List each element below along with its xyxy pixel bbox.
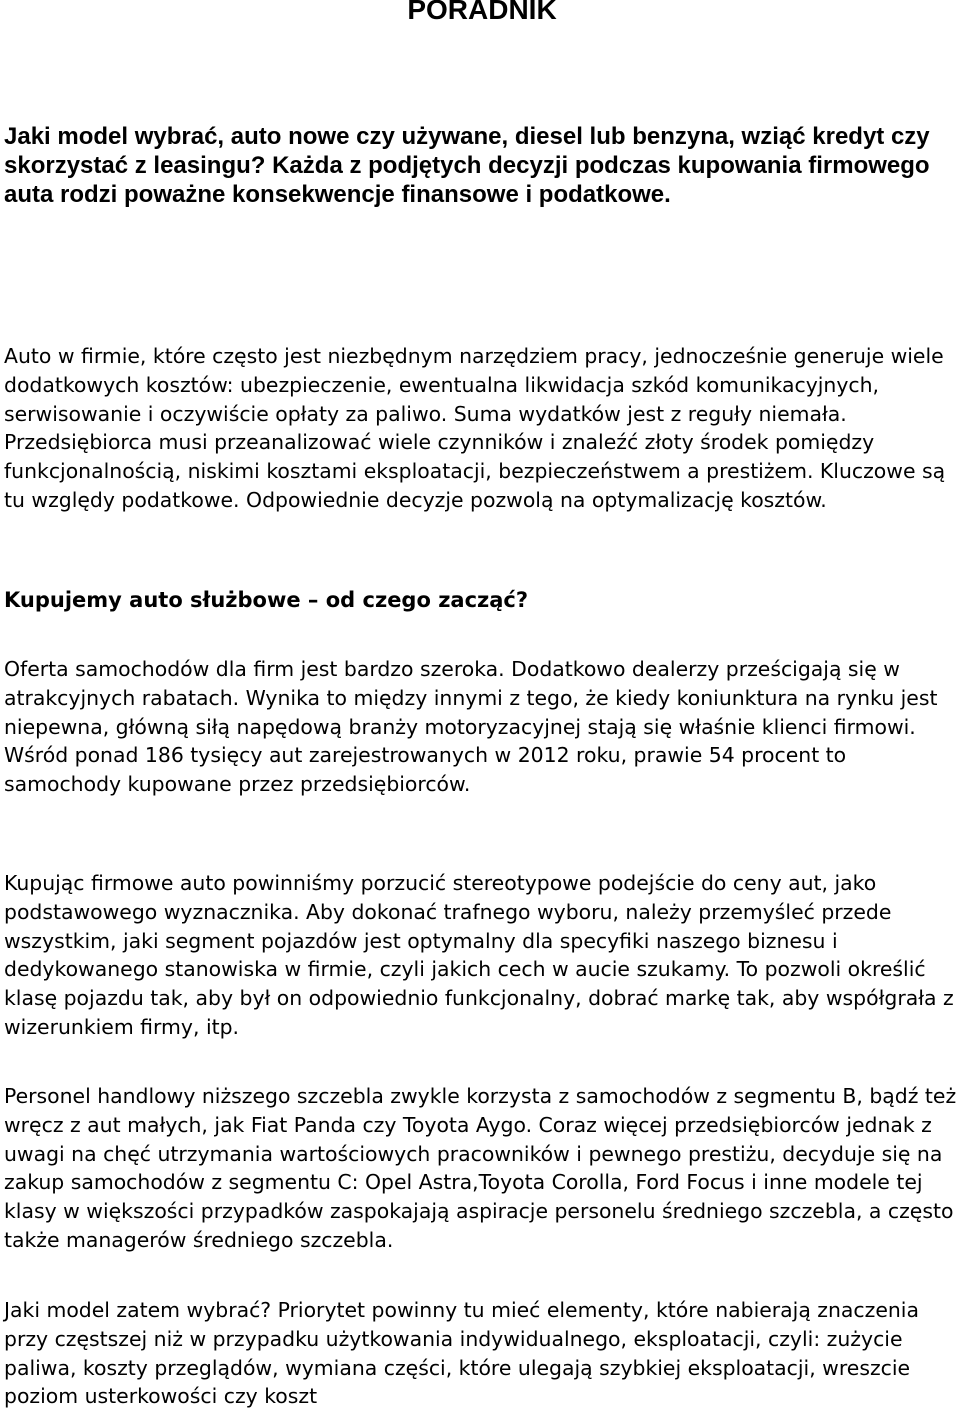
intro-paragraph: Auto w firmie, które często jest niezbędnym narzędziem pracy, jednocześnie generuje wiele dodatkowych kosztów: ubezpieczenie, ewentualna likwidacja szkód komunikacyjnych, serwisowanie i oczywiście opłaty za paliwo. Suma wydatków jest z reguły niemała. Przedsiębiorca musi przeanalizować wiele czynników i znaleźć złoty środek pomiędzy funkcjonalnością, niskimi kosztami eksploatacji, bezpieczeństwem a prestiżem. Kluczowe są tu względy podatkowe. Odpowiednie decyzje pozwolą na optymalizację kosztów. [4,344,946,512]
document-title: PORADNIK [407,0,557,25]
body-paragraph-3: Personel handlowy niższego szczebla zwykle korzysta z samochodów z segmentu B, bądź też wręcz z aut małych, jak Fiat Panda czy Toyota Aygo. Coraz więcej przedsiębiorców jednak z uwagi na chęć utrzymania wartościowych pracowników i pewnego prestiżu, decyduje się na zakup samochodów z segmentu C: Opel Astra,Toyota Corolla, Ford Focus i inne modele tej klasy w większości przypadków zaspokajają aspiracje personelu średniego szczebla, a często także managerów średniego szczebla. [4,1084,957,1252]
lead-paragraph: Jaki model wybrać, auto nowe czy używane, diesel lub benzyna, wziąć kredyt czy skorzystać z leasingu? Każda z podjętych decyzji podczas kupowania firmowego auta rodzi poważne konsekwencje finansowe i podatkowe. [4,123,930,208]
body-paragraph-1: Oferta samochodów dla firm jest bardzo szeroka. Dodatkowo dealerzy prześcigają się w atrakcyjnych rabatach. Wynika to między innymi z tego, że kiedy koniunktura na rynku jest niepewna, główną siłą napędową branży motoryzacyjnej stają się właśnie klienci firmowi. Wśród ponad 186 tysięcy aut zarejestrowanych w 2012 roku, prawie 54 procent to samochody kupowane przez przedsiębiorców. [4,657,938,797]
section-heading: Kupujemy auto służbowe – od czego zacząć? [4,588,529,612]
body-paragraph-4: Jaki model zatem wybrać? Priorytet powinny tu mieć elementy, które nabierają znaczenia przy częstszej niż w przypadku użytkowania indywidualnego, eksploatacji, czyli: zużycie paliwa, koszty przeglądów, wymiana części, które ulegają szybkiej eksploatacji, wreszcie poziom usterkowości czy koszt [4,1298,919,1409]
body-paragraph-2: Kupując firmowe auto powinniśmy porzucić stereotypowe podejście do ceny aut, jako podstawowego wyznacznika. Aby dokonać trafnego wyboru, należy przemyśleć przede wszystkim, jaki segment pojazdów jest optymalny dla specyfiki naszego biznesu i dedykowanego stanowiska w firmie, czyli jakich cech w aucie szukamy. To pozwoli określić klasę pojazdu tak, aby był on odpowiednio funkcjonalny, dobrać markę tak, aby współgrała z wizerunkiem firmy, itp. [4,871,954,1039]
